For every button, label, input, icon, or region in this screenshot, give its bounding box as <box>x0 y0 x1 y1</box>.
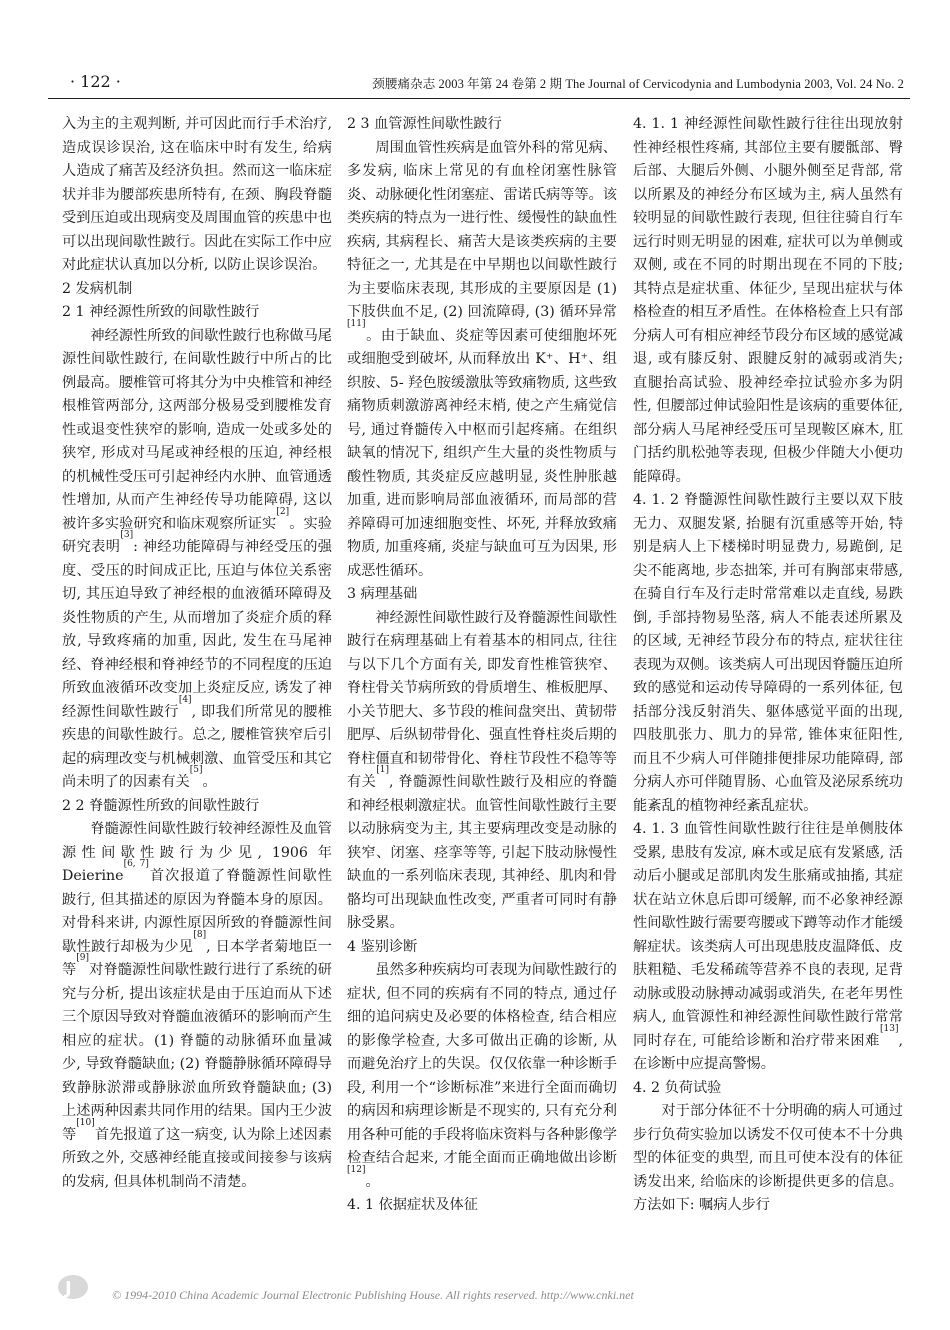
paragraph-text: 神经源性间歇性跛行及脊髓源性间歇性跛行在病理基础上有着基本的相同点, 往往与以下几个方面有关, 即发育性椎管狭窄、脊柱骨关节病所致的骨质增生、椎板肥厚、小关节肥大、多节段的椎间盘突出、黄韧带肥厚、后纵韧带骨化、强直性脊柱炎后期的脊柱僵直和韧带骨化、脊柱节段性不稳等等有关 <box>347 609 617 790</box>
paragraph-text: , 脊髓源性间歇性跛行及相应的脊髓和神经根刺激症状。血管性间歇性跛行主要以动脉病变为主, 其主要病理改变是动脉的狭窄、闭塞、痉挛等等, 引起下肢动脉慢性缺血的一系列临床表现, 其神经、肌肉和骨骼均可出现缺血性改变, 严重者可同时有静脉受累。 <box>347 774 617 931</box>
subsection-paragraph <box>62 301 332 325</box>
paragraph-text: 。 <box>202 774 217 790</box>
citation-ref: [9] <box>76 953 90 963</box>
section-heading <box>347 936 617 960</box>
body-paragraph <box>347 137 617 584</box>
paragraph-text: 4. 2 负荷试验 <box>633 1079 722 1096</box>
subsection-paragraph <box>633 1077 903 1101</box>
svg-text:J: J <box>65 1278 72 1299</box>
paragraph-text: 4. 1. 2 脊髓源性间歇性跛行主要以双下肢无力、双腿发紧, 抬腿有沉重感等开始, 特别是病人上下楼梯时明显费力, 易跪倒, 足尖不能离地, 步态拙笨, 并可有胸部束带感, 在骑自行车及行走时常常难以走直线, 易跌倒, 手部持物易坠落, 病人不能表述所累及的区域, 无神经节段分布的特点, 症状往往表现为双侧。该类病人可出现因脊髓压迫所致的感觉和运动传导障碍的一系列体征, 包括部分浅反射消失、躯体感觉平面的出现, 四肢肌张力、肌力的异常, 锥体束征阳性, 而且不少病人可伴随排便排尿功能障碍, 部分病人亦可伴随胃肠、心血管及泌尿系统功能紊乱的植物神经紊乱症状。 <box>633 492 903 814</box>
citation-ref: [8] <box>193 929 207 940</box>
paragraph-text: 神经源性所致的间歇性跛行也称做马尾源性间歇性跛行, 在间歇性跛行中所占的比例最高。腰椎管可将其分为中央椎管和神经根椎管两部分, 这两部分极易受到腰椎发育性或退变性狭窄的影响, 造成一处或多处的狭窄, 形成对马尾或神经根的压迫, 神经根的机械性受压可引起神经内水肿、血管通透性增加, 从而产生神经传导功能障碍, 这以被许多实验研究和临床观察所证实 <box>62 327 332 532</box>
paragraph-text: 对于部分体征不十分明确的病人可通过步行负荷实验加以诱发不仅可使本不十分典型的体征变的典型, 而且可使本没有的体征诱发出来, 给临床的诊断提供更多的信息。方法如下: 嘱病人步行 <box>633 1103 903 1213</box>
subsection-paragraph <box>62 795 332 819</box>
text-column-3 <box>633 113 903 1218</box>
paragraph-text: , 在诊断中应提高警惕。 <box>633 1032 903 1072</box>
citation-ref: [5] <box>189 765 203 775</box>
body-paragraph <box>62 325 332 795</box>
body-paragraph <box>347 959 617 1194</box>
citation-ref: [3] <box>120 530 134 540</box>
paragraph-text: 2 2 脊髓源性所致的间歇性跛行 <box>62 797 260 814</box>
body-paragraph <box>62 113 332 278</box>
paragraph-text: 周围血管性疾病是血管外科的常见病、多发病, 临床上常见的有血栓闭塞性脉管炎、动脉硬化性闭塞症、雷诺氏病等等。该类疾病的特点为一进行性、缓慢性的缺血性疾病, 其病程长、痛苦大是该类疾病的主要特征之一, 尤其是在中早期也以间歇性跛行为主要临床表现, 其形成的主要原因是 (1) 下肢供血不足, (2) 回流障碍, (3) 循环异常 <box>347 139 617 320</box>
citation-ref: [10] <box>76 1117 95 1128</box>
paragraph-text: 4. 1. 3 血管性间歇性跛行往往是单侧肢体受累, 患肢有发凉, 麻木或足底有发紧感, 活动后小腿或足部肌肉发生胀痛或抽搐, 其症状在站立休息后即可缓解, 而不必象神经源性间歇性跛行需要弯腰或下蹲等动作才能缓解症状。该类病人可出现患肢皮温降低、皮肤粗糙、毛发稀疏等营养不良的表现, 足背动脉或股动脉搏动减弱或消失, 在老年男性病人, 血管源性和神经源性间歇性跛行常常同时存在, 可能给诊断和治疗带来困难 <box>633 821 903 1049</box>
paragraph-text: 4. 1. 1 神经源性间歇性跛行往往出现放射性神经根性疼痛, 其部位主要有腰骶部、臀后部、大腿后外侧、小腿外侧至足背部, 常以所累及的神经分布区域为主, 病人虽然有较明显的间歇性跛行表现, 但往往骑自行车远行时则无明显的困难, 症状可以为单侧或双侧, 或在不同的时期出现在不同的下肢; 其特点是症状重、体征少, 呈现出症状与体格检查的相互矛盾性。在体格检查上只有部分病人可有相应神经节段分布区域的感觉减退, 或有膝反射、跟腱反射的减弱或消失; 直腿抬高试验、股神经牵拉试验亦多为阴性, 但腰部过伸试验阳性是该病的重要体征, 部分病人马尾神经受压可呈现鞍区麻木, 肛门括约肌松弛等表现, 但极少伴随大小便功能障碍。 <box>633 116 903 485</box>
text-column-1 <box>62 113 332 1194</box>
paragraph-text: 。由于缺血、炎症等因素可使细胞坏死或细胞受到破坏, 从而释放出 K⁺、H⁺、组织胺、5- 羟色胺缓激肽等致痛物质, 这些致痛物质刺激游离神经末梢, 使之产生痛觉信号, 通过脊髓传入中枢而引起疼痛。在组织缺氧的情况下, 组织产生大量的炎性物质与酸性物质, 其炎症反应越明显, 炎性肿胀越加重, 进而影响局部血液循环, 而局部的营养障碍可加速细胞变性、坏死, 并释放致痛物质, 加重疼痛, 炎症与缺血可互为因果, 形成恶性循环。 <box>347 327 617 579</box>
body-paragraph <box>347 607 617 936</box>
paragraph-text: 首先报道了这一病变, 认为除上述因素所致之外, 交感神经能直接或间接参与该病的发病, 但具体机制尚不清楚。 <box>62 1126 332 1190</box>
citation-ref: [13] <box>880 1023 899 1034</box>
paragraph-text: , 即我们所常见的腰椎疾患的间歇性跛行。总之, 腰椎管狭窄后引起的病理改变与机械刺激、血管受压和其它尚未明了的因素有关 <box>62 703 332 790</box>
paragraph-text: 4. 1 依据症状及体征 <box>347 1197 478 1213</box>
paragraph-text: 虽然多种疾病均可表现为间歇性跛行的症状, 但不同的疾病有不同的特点, 通过仔细的追问病史及必要的体格检查, 结合相应的影像学检查, 大多可做出正确的诊断, 从而避免治疗上的失误。仅仅依靠一种诊断手段, 利用一个“诊断标准”来进行全面而确切的病因和病理诊断是不现实的, 只有充分利用各种可能的手段将临床资料与各种影像学检查结合起来, 才能全面而正确地做出诊断 <box>347 962 617 1166</box>
subsection-paragraph <box>633 489 903 818</box>
paragraph-text: 2 发病机制 <box>62 280 133 297</box>
paragraph-text: : 神经功能障碍与神经受压的强度、受压的时间成正比, 压迫与体位关系密切, 其压迫导致了神经根的血液循环障碍及炎性物质的产生, 从而增加了炎症介质的释放, 导致疼痛的加重, 因此, 发生在马尾神经、脊神经根和脊神经节的不同程度的压迫所致血液循环改变加上炎症反应, 诱发了神经源性间歇性跛行 <box>62 539 332 720</box>
paragraph-text: 2 1 神经源性所致的间歇性跛行 <box>62 304 260 320</box>
subsection-paragraph <box>633 818 903 1077</box>
paragraph-text: 入为主的主观判断, 并可因此而行手术治疗, 造成误诊误治, 这在临床中时有发生, 给病人造成了痛苦及经济负担。然而这一临床症状并非为腰部疾患所特有, 在颈、胸段脊髓受到压迫或出现病变及周围血管的疾患中也可以出现间歇性跛行。因此在实际工作中应对此症状认真加以分析, 以防止误诊误治。 <box>62 116 332 273</box>
paragraph-text: 。 <box>365 1173 380 1190</box>
paragraph-text: 首次报道了脊髓源性间歇性跛行, 但其描述的原因为脊髓本身的原因。对骨科来讲, 内源性原因所致的脊髓源性间歇性跛行却极为少见 <box>62 868 332 955</box>
citation-ref: [1] <box>376 765 389 775</box>
subsection-paragraph <box>347 113 617 137</box>
paragraph-text: 2 3 血管源性间歇性跛行 <box>347 116 502 132</box>
body-paragraph <box>62 818 332 1194</box>
citation-ref: [12] <box>347 1164 366 1175</box>
page-number: · 122 · <box>70 72 121 91</box>
paragraph-text: 对脊髓源性间歇性跛行进行了系统的研究与分析, 提出该症状是由于压迫而从下述三个原因导致对脊髓血液循环的影响而产生相应的症状。(1) 脊髓的动脉循环血量减少, 导致脊髓缺血; (2) 脊髓静脉循环障碍导致静脉淤滞或静脉淤血所致脊髓缺血; (3) 上述两种因素共同作用的结果。国内王少波等 <box>62 962 332 1143</box>
citation-ref: [6, 7] <box>123 859 149 869</box>
subsection-paragraph <box>633 113 903 489</box>
page-footer <box>0 1284 950 1314</box>
section-heading <box>347 583 617 607</box>
copyright-notice: © 1994-2010 China Academic Journal Electronic Publishing House. All rights reserved. http://www.cnki.net <box>112 1288 634 1302</box>
body-paragraph <box>633 1100 903 1218</box>
paragraph-text: , 日本学者菊地臣一等 <box>62 938 332 978</box>
citation-ref: [4] <box>178 694 192 705</box>
paragraph-text: 。实验研究表明 <box>62 515 332 555</box>
citation-ref: [11] <box>347 318 366 329</box>
section-heading <box>62 278 332 302</box>
citation-ref: [2] <box>276 506 290 517</box>
running-head: 颈腰痛杂志 2003 年第 24 卷第 2 期 The Journal of Cervicodynia and Lumbodynia 2003, Vol. 24 No. 2 <box>372 77 904 91</box>
subsection-paragraph <box>347 1194 617 1218</box>
text-column-2 <box>347 113 617 1218</box>
paragraph-text: 4 鉴别诊断 <box>347 938 418 955</box>
page-header <box>48 70 910 99</box>
paragraph-text: 脊髓源性间歇性跛行较神经源性及血管源性间歇性跛行为少见, 1906 年 Deierine <box>62 821 332 884</box>
paragraph-text: 3 病理基础 <box>347 586 418 602</box>
